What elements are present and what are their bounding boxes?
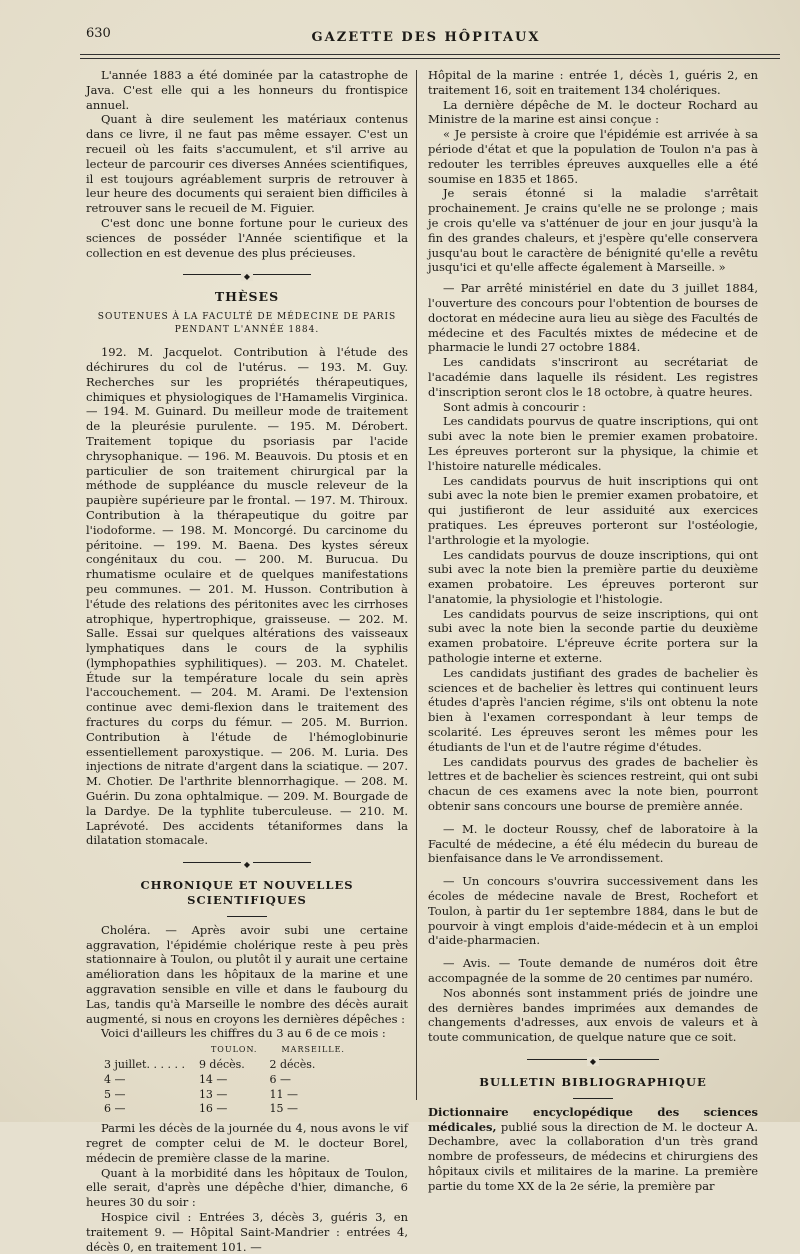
table-header: MARSEILLE. — [281, 1045, 345, 1055]
bulletin-title: BULLETIN BIBLIOGRAPHIQUE — [479, 1075, 707, 1089]
quote-paragraph: Je serais étonné si la maladie s'arrêtait prochainement. Je crains qu'elle ne se prolonge ; mais je crois qu'elle va s'atténuer de jour en jour jusqu'à la fin des grandes chaleurs, et j'espère qu'elle conservera jusqu'au bout le caractère de bénignité qu'elle a revêtu jusqu'ici et qu'elle affecte également à Marseille. » — [428, 186, 758, 275]
quote-paragraph: « Je persiste à croire que l'épidémie est arrivée à sa période d'état et que la population de Toulon n'a pas à redouter les terribles épreuves auxquelles elle a été soumise en 1835 et 1865. — [428, 127, 758, 186]
section-ornament: ◆ — [428, 1057, 758, 1063]
article-paragraph: La dernière dépêche de M. le docteur Rochard au Ministre de la marine est ainsi conçue : — [428, 97, 758, 127]
table-row — [104, 1088, 357, 1103]
article-paragraph: — Avis. — Toute demande de numéros doit être accompagnée de la somme de 20 centimes par numéro. — [428, 956, 758, 986]
running-title: GAZETTE DES HÔPITAUX — [311, 30, 541, 45]
table-cell: 3 juillet. . . . . . — [104, 1058, 185, 1072]
table-cell: 14 — — [198, 1072, 228, 1086]
theses-list: 192. M. Jacquelot. Contribution à l'étude des déchirures du col de l'utérus. — 193. M. Guy. Recherches sur les propriétés thérapeutiques, chimiques et physiologiques de l'Hamamelis Virginica. — 194. M. Guinard. Du meilleur mode de traitement de la pleurésie purulente. — 195. M. Dérobert. Traitement topique du psoriasis par l'acide chrysophanique. — 196. M. Beauvois. Du ptosis et en particulier de son traitement chirurgical par la méthode de suppléance du muscle releveur de la paupière supérieure par le frontal. — 197. M. Thiroux. Contribution à la thérapeutique du goitre par l'iodoforme. — 198. M. Moncorgé. Du carcinome du péritoine. — 199. M. Baena. Des kystes séreux congénitaux du cou. — 200. M. Burucua. Du rhumatisme oculaire et de quelques manifestations peu communes. — 201. M. Husson. Contribution à l'étude des relations des péritonites avec les cirrhoses atrophique, hypertrophique, graisseuse. — 202. M. Salle. Essai sur quelques altérations des vaisseaux lymphatiques dans le cours de la syphilis (lymphopathies syphilitiques). — 203. M. Chatelet. Étude sur la température locale du sein après l'accouchement. — 204. M. Arami. De l'extension continue avec demi-flexion dans le traitement des fractures du corps du fémur. — 205. M. Burrion. Contribution à l'étude de l'hémoglobinurie essentiellement paroxystique. — 206. M. Luria. Des injections de nitrate d'argent dans la sciatique. — 207. M. Chotier. De l'arthrite blennorrhagique. — 208. M. Guérin. Du zona ophtalmique. — 209. M. Bourgade de la Dardye. De la typhlite tuberculeuse. — 210. M. Laprévoté. Des accidents tétaniformes dans la dilatation stomacale. — [86, 345, 408, 848]
short-rule — [573, 1098, 613, 1099]
intro-paragraph: Quant à dire seulement les matériaux contenus dans ce livre, il ne faut pas même essayer. C'est un recueil où les faits s'accumulent, et s'il arrive au lecteur de parcourir ces diverses Années scientifiques, il est toujours agréablement surpris de retrouver à leur heure des documents qui seraient bien difficiles à retrouver sans le recueil de M. Figuier. — [86, 112, 408, 216]
intro-paragraph: L'année 1883 a été dominée par la catastrophe de Java. C'est elle qui a les honneurs du frontispice annuel. — [86, 68, 408, 112]
chronique-title: CHRONIQUE ET NOUVELLES SCIENTIFIQUES — [140, 878, 354, 908]
article-paragraph: Sont admis à concourir : — [442, 399, 587, 414]
table-cell: 11 — — [269, 1087, 298, 1101]
cholera-paragraph: Voici d'ailleurs les chiffres du 3 au 6 de ce mois : — [100, 1026, 386, 1041]
column-divider — [416, 70, 417, 1100]
page-header — [76, 22, 776, 50]
short-rule — [227, 916, 267, 917]
table-header: TOULON. — [210, 1045, 258, 1055]
page-number: 630 — [86, 26, 111, 41]
intro-paragraph: C'est donc une bonne fortune pour le curieux des sciences de posséder l'Année scientifique et la collection en est devenue des plus précieuses. — [86, 215, 408, 260]
article-paragraph: Hôpital de la marine : entrée 1, décès 1, guéris 2, en traitement 16, soit en traitement 134 cholériques. — [428, 68, 758, 97]
cholera-paragraph: Parmi les décès de la journée du 4, nous avons le vif regret de compter celui de M. le docteur Borel, médecin de première classe de la marine. — [86, 1121, 408, 1165]
table-cell: 6 — — [104, 1102, 126, 1116]
theses-subtitle-year: PENDANT L'ANNÉE 1884. — [174, 325, 320, 336]
article-paragraph: — Par arrêté ministériel en date du 3 juillet 1884, l'ouverture des concours pour l'obtention de bourses de doctorat en médecine aura lieu au siège des Facultés de médecine et des Facultés mixtes de médecine et de pharmacie le lundi 27 octobre 1884. — [428, 281, 758, 355]
table-cell: 6 — — [269, 1072, 291, 1086]
biblio-body: publié sous la direction de M. le docteur A. Dechambre, avec la collaboration d'un très grand nombre de professeurs, de médecins et chirurgiens des hôpitaux civils et militaires de la marine. La première partie du tome XX de la 2e série, la première par — [428, 1119, 759, 1193]
theses-title: THÈSES — [214, 289, 280, 305]
biblio-title: Dictionnaire encyclopédique des sciences médicales, — [428, 1104, 758, 1134]
theses-subtitle: SOUTENUES À LA FACULTÉ DE MÉDECINE DE PARIS — [97, 312, 397, 323]
table-cell: 16 — — [198, 1102, 228, 1116]
article-paragraph: Les candidats pourvus des grades de bachelier ès lettres et de bachelier ès sciences restreint, qui ont subi chacun de ces examens avec la note bien, pourront obtenir sans concours une bourse de première année. — [428, 754, 758, 814]
deaths-table — [104, 1043, 357, 1117]
table-cell: 13 — — [198, 1087, 228, 1101]
section-ornament: ◆ — [86, 272, 408, 278]
article-paragraph: Les candidats justifiant des grades de bachelier ès sciences et de bachelier ès lettres qui continuent leurs études d'après l'ancien régime, s'ils ont obtenu la note bien à l'examen correspondant à leur temps de scolarité. Les épreuves seront les mêmes pour les étudiants de l'un et de l'autre régime d'études. — [428, 665, 758, 754]
left-column — [86, 68, 408, 1254]
article-paragraph: Nos abonnés sont instamment priés de joindre une des dernières bandes imprimées aux demandes de changements d'adresses, aux envois de valeurs et à toute communication, de quelque nature que ce soit. — [428, 985, 758, 1045]
section-ornament: ◆ — [86, 860, 408, 866]
article-paragraph: Les candidats pourvus de douze inscriptions, qui ont subi avec la note bien la première partie du deuxième examen probatoire. Les épreuves porteront sur l'anatomie, la physiologie et l'histologie. — [428, 547, 758, 606]
table-cell: 5 — — [104, 1087, 126, 1101]
article-paragraph: Les candidats pourvus de huit inscriptions qui ont subi avec la note bien le premier examen probatoire, et qui justifieront de leur assiduité aux exercices pratiques. Les épreuves porteront sur l'ostéologie, l'arthrologie et la myologie. — [428, 473, 758, 547]
article-paragraph: Les candidats pourvus de seize inscriptions, qui ont subi avec la note bien la seconde partie du deuxième examen probatoire. L'épreuve écrite portera sur la pathologie interne et externe. — [428, 606, 758, 666]
table-cell: 15 — — [269, 1102, 298, 1116]
table-cell: 9 décès. — [198, 1058, 245, 1072]
table-row — [104, 1058, 357, 1073]
table-cell: 4 — — [104, 1072, 126, 1086]
cholera-paragraph: Choléra. — Après avoir subi une certaine aggravation, l'épidémie cholérique reste à peu près stationnaire à Toulon, ou plutôt il y aurait une certaine amélioration dans les hôpitaux de la marine et une aggravation sensible en ville et dans le faubourg du Las, tandis qu'à Marseille le nombre des décès aurait augmenté, si nous en croyons les dernières dépêches : — [86, 922, 408, 1026]
table-cell: 2 décès. — [269, 1058, 316, 1072]
article-paragraph: — M. le docteur Roussy, chef de laboratoire à la Faculté de médecine, a été élu médecin du bureau de bienfaisance dans le Ve arrondissement. — [428, 821, 758, 866]
header-rule — [80, 54, 780, 59]
right-column — [428, 68, 758, 1194]
article-paragraph: Les candidats pourvus de quatre inscriptions, qui ont subi avec la note bien le premier examen probatoire. Les épreuves porteront sur la physique, la chimie et l'histoire naturelle médicales. — [428, 414, 758, 473]
table-row — [104, 1073, 357, 1088]
cholera-paragraph: Hospice civil : Entrées 3, décès 3, guéris 3, en traitement 9. — Hôpital Saint-Mandrier : entrées 4, décès 0, en traitement 101. — — [86, 1209, 408, 1254]
cholera-paragraph: Quant à la morbidité dans les hôpitaux de Toulon, elle serait, d'après une dépêche d'hier, dimanche, 6 heures 30 du soir : — [86, 1165, 408, 1210]
article-paragraph: — Un concours s'ouvrira successivement dans les écoles de médecine navale de Brest, Rochefort et Toulon, à partir du 1er septembre 1884, dans le but de pourvoir à vingt emplois d'aide-médecin et à un emploi d'aide-pharmacien. — [428, 874, 758, 948]
article-paragraph: Les candidats s'inscriront au secrétariat de l'académie dans laquelle ils résident. Les registres d'inscription seront clos le 18 octobre, à quatre heures. — [428, 355, 758, 399]
table-row — [104, 1102, 357, 1117]
